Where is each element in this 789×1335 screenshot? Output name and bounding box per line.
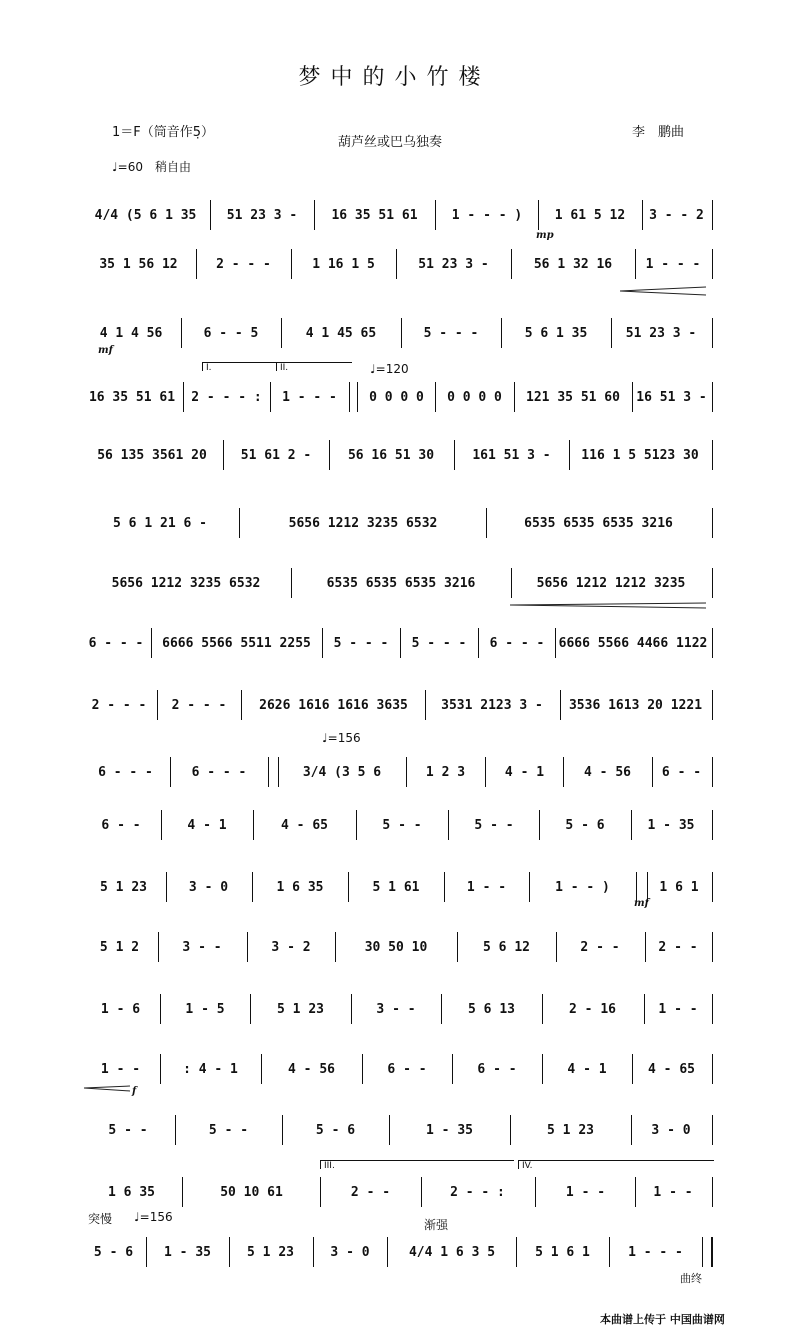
measure: 56 135 3561 20 — [97, 447, 207, 463]
measure: 1 - - — [658, 1001, 698, 1017]
diminuendo-hairpin — [84, 1088, 130, 1091]
dynamic-marking: mp — [536, 230, 554, 241]
measure: 4 - 1 — [187, 817, 227, 833]
measure: 3 - 0 — [330, 1244, 370, 1260]
measure: 16 51 3 - — [636, 389, 707, 405]
volta-bracket: II. — [276, 362, 352, 371]
measure: 6 - - — [387, 1061, 427, 1077]
measure: 5 - - — [108, 1122, 148, 1138]
measure: 50 10 61 — [220, 1184, 283, 1200]
crescendo-hairpin — [620, 291, 706, 295]
measure: 6 - - - — [489, 635, 545, 651]
measure: 2 - - — [658, 939, 698, 955]
tempo-marking: ♩=120 — [370, 362, 409, 376]
dynamic-marking: mf — [634, 898, 649, 909]
measure: 51 23 3 - — [418, 256, 489, 272]
measure: 5656 1212 1212 3235 — [536, 575, 686, 591]
diminuendo-hairpin — [84, 1086, 130, 1088]
measure: 6535 6535 6535 3216 — [326, 575, 476, 591]
measure: 30 50 10 — [364, 939, 428, 955]
volta-bracket: I. — [202, 362, 276, 371]
volta-bracket: III. — [320, 1160, 514, 1169]
measure: 5 - 6 — [93, 1244, 134, 1260]
measure: 5 1 23 — [100, 879, 147, 895]
measure: 2 - 16 — [569, 1001, 616, 1017]
measure: 2 - - : — [450, 1184, 505, 1200]
measure: 4 - 1 — [567, 1061, 607, 1077]
measure: 5 6 1 35 — [524, 325, 588, 341]
measure: 0 0 0 0 — [369, 389, 424, 405]
measure: 6 - - — [101, 817, 141, 833]
measure: 5 - - - — [411, 635, 467, 651]
measure: 51 23 3 - — [226, 207, 298, 223]
measure: 5 1 23 — [277, 1001, 324, 1017]
measure: 3 - - — [182, 939, 222, 955]
measure: 6 - - - — [191, 764, 247, 780]
measure: 6 - - - — [98, 764, 153, 780]
measure: 3531 2123 3 - — [441, 697, 543, 713]
measure: 3 - 2 — [271, 939, 311, 955]
measure: 1 - - - — [282, 389, 337, 405]
measure: 0 0 0 0 — [447, 389, 502, 405]
measure: 51 61 2 - — [240, 447, 312, 463]
measure: 5 - 6 — [315, 1122, 356, 1138]
measure: 1 16 1 5 — [312, 256, 375, 272]
measure: : 4 - 1 — [183, 1061, 238, 1077]
key-signature: 1＝F（筒音作5̣） — [112, 125, 215, 140]
tempo-marking: ♩=156 — [134, 1210, 173, 1224]
measure: 16 35 51 61 — [88, 389, 176, 405]
instrument-subtitle: 葫芦丝或巴乌独奏 — [338, 135, 443, 150]
measure: 4 1 4 56 — [99, 325, 163, 341]
measure: 4 - 56 — [584, 764, 631, 780]
measure: 3/4 (3 5 6 — [302, 764, 382, 780]
measure: 6666 5566 5511 2255 — [162, 635, 311, 651]
measure: 1 61 5 12 — [554, 207, 626, 223]
source-watermark: 本曲谱上传于 中国曲谱网 — [600, 1313, 725, 1326]
volta-bracket: IV. — [518, 1160, 714, 1169]
measure: 6 - - — [661, 764, 702, 780]
measure: 56 16 51 30 — [347, 447, 435, 463]
measure: 6 - - 5 — [203, 325, 259, 341]
measure: 1 - - — [565, 1184, 606, 1200]
measure: 5 6 1 21 6 - — [113, 515, 207, 531]
measure: 3 - 0 — [188, 879, 229, 895]
measure: 5 1 6 1 — [535, 1244, 590, 1260]
measure: 2 - - — [580, 939, 620, 955]
measure: 4/4 (5 6 1 35 — [94, 207, 197, 223]
measure: 3 - - 2 — [649, 207, 704, 223]
measure: 16 35 51 61 — [331, 207, 418, 223]
measure: 3536 1613 20 1221 — [568, 697, 703, 713]
measure: 5 - - - — [333, 635, 389, 651]
measure: 5 1 23 — [247, 1244, 294, 1260]
measure: 121 35 51 60 — [526, 389, 620, 405]
measure: 4 1 45 65 — [305, 325, 377, 341]
measure: 5656 1212 3235 6532 — [288, 515, 438, 531]
fine-marking: 曲终 — [680, 1272, 702, 1285]
measure: 1 - 35 — [164, 1244, 211, 1260]
crescendo-hairpin — [510, 603, 706, 605]
measure: 2 - - - — [216, 256, 271, 272]
measure: 56 1 32 16 — [533, 256, 613, 272]
measure: 1 - 6 — [100, 1001, 141, 1017]
measure: 4 - 56 — [288, 1061, 335, 1077]
measure: 6535 6535 6535 3216 — [524, 515, 673, 531]
measure: 6666 5566 4466 1122 — [558, 635, 708, 651]
measure: 1 6 35 — [108, 1184, 155, 1200]
dynamic-marking: f — [132, 1086, 137, 1097]
measure: 1 - 35 — [426, 1122, 473, 1138]
measure: 1 - - — [466, 879, 507, 895]
measure: 5 - - - — [423, 325, 479, 341]
measure: 4/4 1 6 3 5 — [408, 1244, 496, 1260]
measure: 5 6 13 — [468, 1001, 515, 1017]
composer: 李 鹏曲 — [632, 125, 685, 140]
measure: 1 - - - ) — [451, 207, 523, 223]
measure: 2 - - - — [171, 697, 227, 713]
measure: 51 23 3 - — [625, 325, 697, 341]
measure: 5 - - — [382, 817, 422, 833]
measure: 5 - - — [208, 1122, 249, 1138]
measure: 35 1 56 12 — [99, 256, 178, 272]
score-title: 梦中的小竹楼 — [298, 65, 491, 90]
measure: 5 1 2 — [99, 939, 140, 955]
measure: 1 - - ) — [555, 879, 610, 895]
measure: 2 - - — [350, 1184, 391, 1200]
expression-text: 突慢 — [88, 1212, 113, 1226]
measure: 1 - 35 — [647, 817, 695, 833]
measure: 4 - 65 — [281, 817, 328, 833]
measure: 3 - - — [376, 1001, 416, 1017]
dynamic-marking: mf — [98, 345, 113, 356]
measure: 5 1 61 — [372, 879, 420, 895]
measure: 2626 1616 1616 3635 — [259, 697, 408, 713]
measure: 5 - - — [474, 817, 514, 833]
measure: 1 6 35 — [276, 879, 324, 895]
expression-text: 渐强 — [424, 1218, 449, 1232]
measure: 5 6 12 — [483, 939, 530, 955]
measure: 1 2 3 — [425, 764, 466, 780]
crescendo-hairpin — [620, 287, 706, 291]
crescendo-hairpin — [510, 605, 706, 608]
measure: 5656 1212 3235 6532 — [111, 575, 261, 591]
measure: 1 - - — [653, 1184, 693, 1200]
measure: 4 - 1 — [504, 764, 545, 780]
measure: 5 - 6 — [565, 817, 605, 833]
measure: 6 - - — [477, 1061, 517, 1077]
measure: 5 1 23 — [547, 1122, 594, 1138]
measure: 3 - 0 — [651, 1122, 691, 1138]
measure: 1 - - - — [645, 256, 701, 272]
measure: 6 - - - — [88, 635, 144, 651]
measure: 1 - - - — [628, 1244, 683, 1260]
measure: 2 - - - — [91, 697, 147, 713]
measure: 116 1 5 5123 30 — [581, 447, 699, 463]
measure: 1 6 1 — [659, 879, 699, 895]
tempo-marking: ♩=60 稍自由 — [112, 160, 191, 174]
measure: 1 - - — [100, 1061, 141, 1077]
measure: 4 - 65 — [648, 1061, 695, 1077]
tempo-marking: ♩=156 — [322, 731, 361, 745]
measure: 1 - 5 — [185, 1001, 225, 1017]
measure: 161 51 3 - — [472, 447, 551, 463]
measure: 2 - - - : — [191, 389, 262, 405]
